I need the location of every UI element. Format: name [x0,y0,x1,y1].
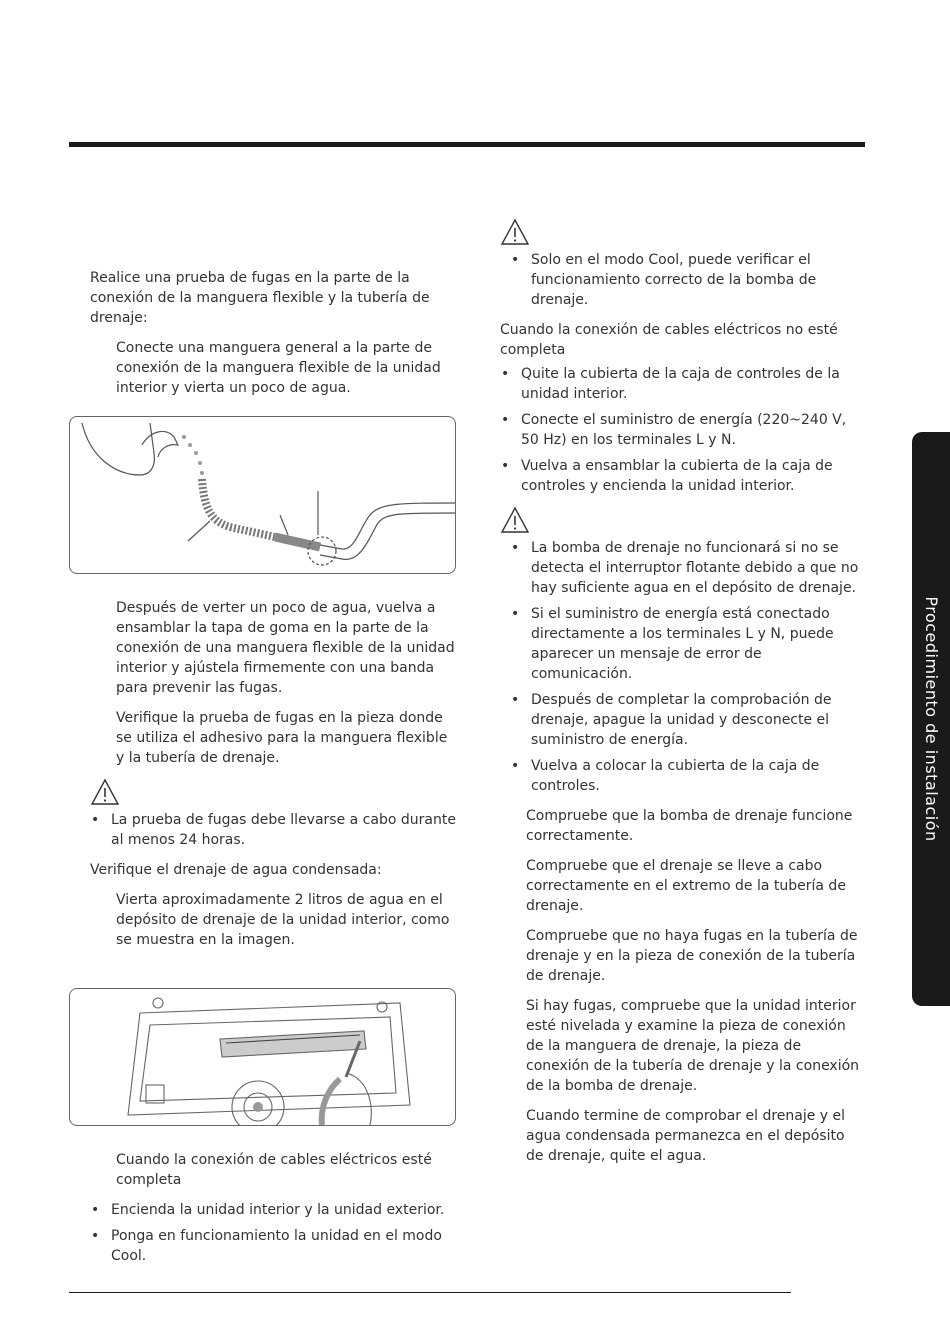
list-item: • Solo en el modo Cool, puede verificar el funcionamiento correcto de la bomba de drenaje. [510,250,862,310]
side-tab-label: Procedimiento de instalación [922,596,941,842]
warning-triangle-icon [500,218,530,246]
wiring-complete-title: Cuando la conexión de cables eléctricos esté completa [116,1152,432,1188]
warning-triangle-icon [90,778,120,806]
list-item: • Encienda la unidad interior y la unidad exterior. [90,1200,460,1220]
left-column [90,268,460,408]
condensate-title: Verifique el drenaje de agua condensada: [90,862,382,878]
leak-test-intro: Realice una prueba de fugas en la parte de la conexión de la manguera flexible y la tubería de drenaje: [90,270,430,326]
header-rule [69,142,865,147]
list-item: • Ponga en funcionamiento la unidad en el modo Cool. [90,1226,460,1266]
step-pour-water: Vierta aproximadamente 2 litros de agua en el depósito de drenaje de la unidad interior, como se muestra en la imagen. [116,892,450,948]
section-side-tab [912,432,950,1006]
note-drain-pump-list [510,538,862,796]
wiring-complete-list [90,1200,460,1266]
left-column-bottom [90,1150,460,1272]
list-item: • Si el suministro de energía está conectado directamente a los terminales L y N, puede aparecer un mensaje de error de comunicación. [510,604,862,684]
figure-hose-connection [69,416,456,574]
step-verify-leak: Verifique la prueba de fugas en la pieza donde se utiliza el adhesivo para la manguera flexible y la tubería de drenaje. [116,710,448,766]
caution-list [90,810,460,850]
list-item: • Quite la cubierta de la caja de controles de la unidad interior. [500,364,862,404]
check-step: Compruebe que el drenaje se lleve a cabo correctamente en el extremo de la tubería de drenaje. [526,858,846,914]
list-item: • Conecte el suministro de energía (220~240 V, 50 Hz) en los terminales L y N. [500,410,862,450]
wiring-incomplete-title: Cuando la conexión de cables eléctricos no esté completa [500,322,838,358]
check-step: Compruebe que la bomba de drenaje funcione correctamente. [526,808,853,844]
list-item: • La prueba de fugas debe llevarse a cabo durante al menos 24 horas. [90,810,460,850]
figure-drain-pan [69,988,456,1126]
list-item: • Vuelva a ensamblar la cubierta de la caja de controles y encienda la unidad interior. [500,456,862,496]
check-steps [526,806,862,1166]
step-connect-hose: Conecte una manguera general a la parte de conexión de la manguera flexible de la unidad interior y vierta un poco de agua. [116,340,441,396]
list-item: • Después de completar la comprobación de drenaje, apague la unidad y desconecte el suministro de energía. [510,690,862,750]
wiring-incomplete-list [500,364,862,496]
note-cool-mode-list [510,250,862,310]
left-column-middle [90,598,460,960]
warning-triangle-icon [500,506,530,534]
check-step: Compruebe que no haya fugas en la tubería de drenaje y en la pieza de conexión de la tubería de drenaje. [526,928,858,984]
footer-rule [69,1292,791,1293]
list-item: • Vuelva a colocar la cubierta de la caja de controles. [510,756,862,796]
right-column [500,218,862,1176]
check-step: Cuando termine de comprobar el drenaje y el agua condensada permanezca en el depósito de drenaje, quite el agua. [526,1108,846,1164]
list-item: • La bomba de drenaje no funcionará si no se detecta el interruptor flotante debido a que no hay suficiente agua en el depósito de drenaje. [510,538,862,598]
check-step: Si hay fugas, compruebe que la unidad interior esté nivelada y examine la pieza de conexión de la manguera de drenaje, la pieza de conexión de la tubería de drenaje y la conexión de la bomba de drenaje. [526,998,860,1094]
step-reassemble-cap: Después de verter un poco de agua, vuelva a ensamblar la tapa de goma en la parte de la conexión de una manguera flexible de la unidad interior y ajústela firmemente con una banda para prevenir las fugas. [116,600,455,696]
